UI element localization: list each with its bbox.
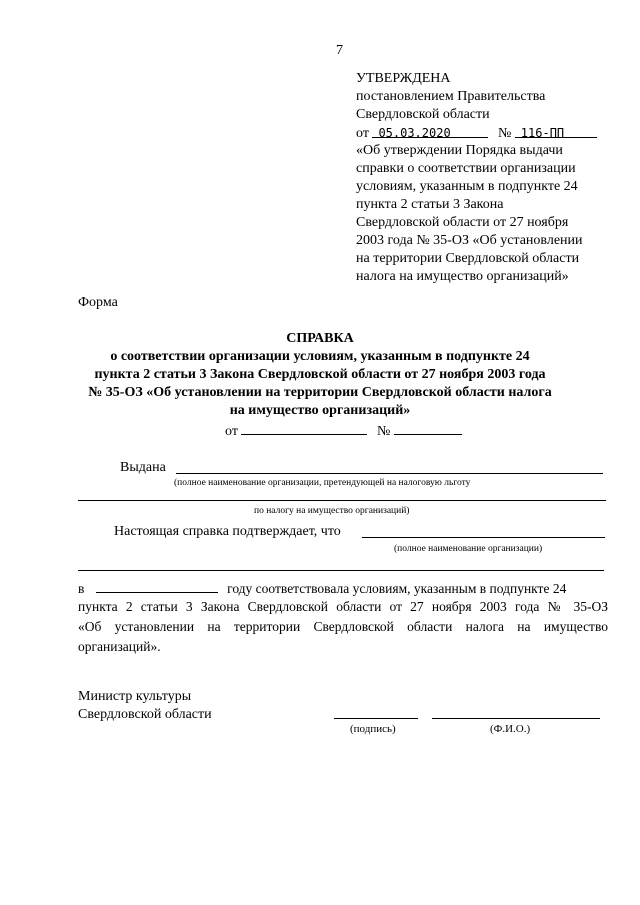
approval-number: 116-ПП (515, 124, 597, 138)
approval-number-label: № (497, 126, 512, 141)
approval-description-line: налога на имущество организаций» (356, 269, 569, 284)
certificate-subtitle-line: пункта 2 статьи 3 Закона Свердловской области от 27 ноября 2003 года (94, 367, 546, 382)
certificate-date-blank (241, 420, 367, 435)
certificate-from-label: от (225, 424, 238, 439)
body-line-1-text: году соответствовала условиям, указанным в подпункте 24 (227, 581, 567, 596)
page-number: 7 (336, 43, 343, 58)
certificate-number-blank (394, 420, 462, 435)
approval-description-line: на территории Свердловской области (356, 251, 580, 266)
issued-blank-line-2 (78, 500, 606, 501)
approval-date-row (356, 124, 597, 143)
certificate-title: СПРАВКА (286, 331, 354, 346)
certificate-subtitle-line: о соответствии организации условиям, указанным в подпункте 24 (110, 349, 530, 364)
approval-description-line: Свердловской области от 27 ноября (356, 215, 569, 230)
confirms-blank-line (362, 537, 605, 538)
certificate-number-label: № (376, 424, 391, 439)
form-label: Форма (78, 295, 118, 310)
approval-line: постановлением Правительства (356, 89, 546, 104)
approval-description-line: условиям, указанным в подпункте 24 (356, 179, 578, 194)
approval-description-line: пункта 2 статьи 3 Закона (356, 197, 504, 212)
approval-description-line: справки о соответствии организации (356, 161, 576, 176)
body-line-1 (78, 578, 608, 598)
confirms-hint: (полное наименование организации) (394, 544, 543, 554)
signature-blank-line (334, 718, 418, 719)
body-year-blank (96, 578, 218, 593)
issued-label: Выдана (120, 460, 166, 475)
issued-blank-line (176, 473, 603, 474)
body-line-3: «Об установлении на территории Свердловской области налога на имущество (78, 619, 608, 634)
issued-hint-1: (полное наименование организации, претендующей на налоговую льготу (174, 478, 471, 488)
confirms-label: Настоящая справка подтверждает, что (114, 524, 341, 539)
issued-hint-2: по налогу на имущество организаций) (254, 506, 410, 516)
approval-line: Свердловской области (356, 107, 490, 122)
signatory-position-line: Министр культуры (78, 689, 192, 704)
name-blank-line (432, 718, 600, 719)
signature-hint: (подпись) (350, 723, 396, 735)
confirms-blank-line-2 (78, 570, 604, 571)
body-prefix: в (78, 581, 85, 596)
approval-heading: УТВЕРЖДЕНА (356, 71, 451, 86)
approval-from-label: от (356, 126, 369, 141)
certificate-subtitle-line: № 35-ОЗ «Об установлении на территории Свердловской области налога (88, 385, 552, 400)
body-line-4: организаций». (78, 639, 161, 654)
signatory-position-line: Свердловской области (78, 707, 212, 722)
name-hint: (Ф.И.О.) (490, 723, 531, 735)
approval-description-line: 2003 года № 35-ОЗ «Об установлении (356, 233, 583, 248)
approval-description-line: «Об утверждении Порядка выдачи (356, 143, 563, 158)
certificate-subtitle-line: на имущество организаций» (229, 403, 411, 418)
body-line-2: пункта 2 статьи 3 Закона Свердловской области от 27 ноября 2003 года № 35-ОЗ (78, 599, 608, 614)
approval-date: 05.03.2020 (372, 124, 488, 138)
certificate-date-row (225, 420, 462, 441)
